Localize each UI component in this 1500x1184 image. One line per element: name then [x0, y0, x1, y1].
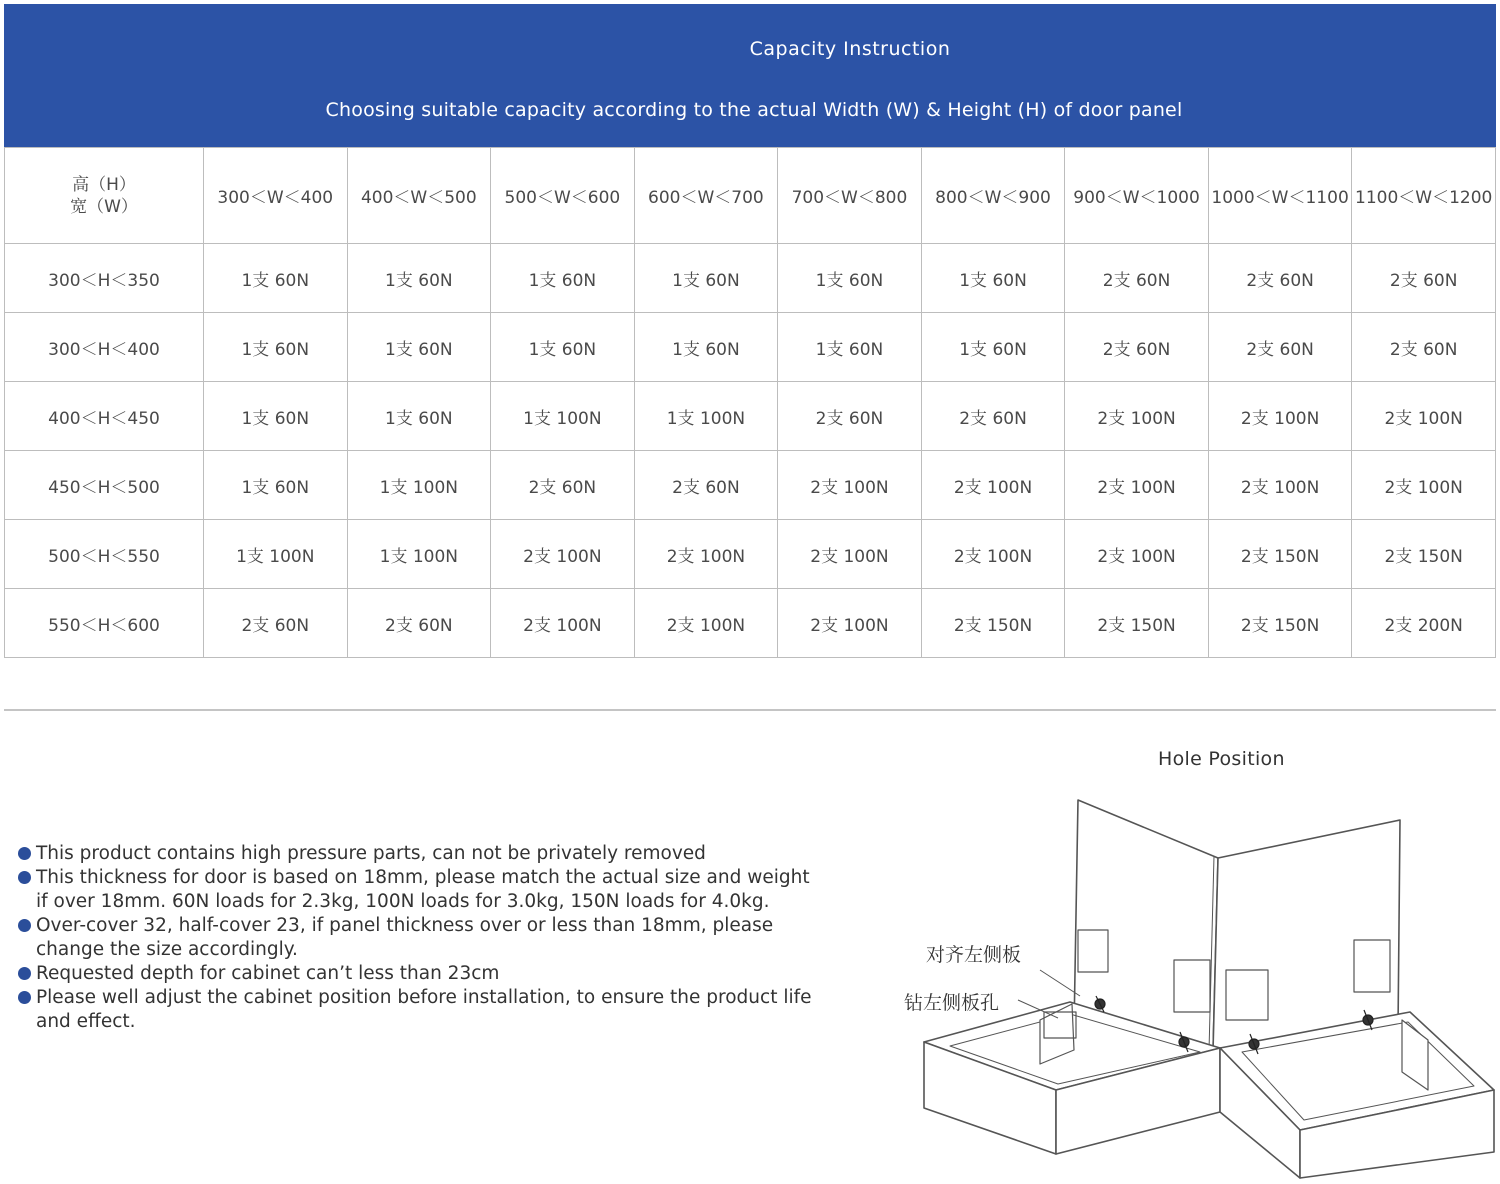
table-cell: 1支 100N — [634, 382, 778, 451]
table-cell: 2支 100N — [491, 520, 635, 589]
label-drill-left-panel: 钻左侧板孔 — [904, 992, 1000, 1014]
table-cell: 2支 150N — [921, 589, 1065, 658]
column-header: 1000＜W＜1100 — [1208, 148, 1352, 244]
column-header: 1100＜W＜1200 — [1352, 148, 1496, 244]
table-cell: 1支 100N — [347, 520, 491, 589]
column-header: 600＜W＜700 — [634, 148, 778, 244]
table-row — [5, 451, 1496, 520]
table-row — [5, 382, 1496, 451]
note-text: Please well adjust the cabinet position before installation, to ensure the product life and effect. — [36, 987, 812, 1032]
table-cell: 1支 60N — [204, 451, 348, 520]
bullet-icon — [18, 967, 31, 980]
table-cell: 2支 60N — [491, 451, 635, 520]
table-cell: 2支 150N — [1065, 589, 1209, 658]
table-cell: 1支 60N — [921, 313, 1065, 382]
row-header: 500＜H＜550 — [5, 520, 204, 589]
table-header-row — [5, 148, 1496, 244]
table-cell: 1支 60N — [921, 244, 1065, 313]
table-cell: 2支 100N — [1065, 520, 1209, 589]
table-cell: 1支 100N — [204, 520, 348, 589]
table-cell: 2支 60N — [347, 589, 491, 658]
bullet-icon — [18, 919, 31, 932]
table-cell: 2支 150N — [1208, 520, 1352, 589]
table-cell: 1支 60N — [778, 244, 922, 313]
capacity-table — [4, 147, 1496, 658]
row-header: 300＜H＜350 — [5, 244, 204, 313]
table-cell: 2支 60N — [778, 382, 922, 451]
table-cell: 1支 60N — [204, 313, 348, 382]
table-cell: 2支 100N — [1208, 451, 1352, 520]
table-corner-cell — [5, 148, 204, 244]
column-header: 900＜W＜1000 — [1065, 148, 1209, 244]
column-header: 400＜W＜500 — [347, 148, 491, 244]
table-row — [5, 244, 1496, 313]
table-cell: 1支 60N — [347, 313, 491, 382]
note-text: Requested depth for cabinet can’t less than 23cm — [36, 963, 500, 984]
note-text: This product contains high pressure parts, can not be privately removed — [36, 843, 706, 864]
table-cell: 2支 150N — [1208, 589, 1352, 658]
table-cell: 2支 100N — [1352, 451, 1496, 520]
table-cell: 1支 60N — [204, 382, 348, 451]
table-cell: 2支 100N — [1208, 382, 1352, 451]
banner-title: Capacity Instruction — [749, 38, 951, 60]
table-cell: 1支 60N — [634, 244, 778, 313]
note-item — [16, 914, 816, 962]
table-cell: 2支 100N — [634, 589, 778, 658]
table-cell: 1支 60N — [491, 244, 635, 313]
note-item — [16, 962, 816, 986]
table-cell: 2支 200N — [1352, 589, 1496, 658]
hole-position-diagram — [890, 790, 1500, 1180]
column-header: 800＜W＜900 — [921, 148, 1065, 244]
table-cell: 2支 100N — [1065, 451, 1209, 520]
table-cell: 1支 60N — [491, 313, 635, 382]
column-header: 700＜W＜800 — [778, 148, 922, 244]
row-header: 450＜H＜500 — [5, 451, 204, 520]
bullet-icon — [18, 871, 31, 884]
table-cell: 1支 100N — [347, 451, 491, 520]
note-text: Over-cover 32, half-cover 23, if panel thickness over or less than 18mm, please change the size accordingly. — [36, 915, 774, 960]
banner-subtitle: Choosing suitable capacity according to the actual Width (W) & Height (H) of door panel — [325, 99, 1183, 121]
table-cell: 1支 100N — [491, 382, 635, 451]
table-cell: 1支 60N — [204, 244, 348, 313]
table-cell: 2支 60N — [1352, 313, 1496, 382]
table-cell: 1支 60N — [347, 382, 491, 451]
table-cell: 2支 100N — [1352, 382, 1496, 451]
note-text: This thickness for door is based on 18mm, please match the actual size and weight if over 18mm. 60N loads for 2.3kg, 100N loads for 3.0kg, 150N loads for 4.0kg. — [36, 867, 810, 912]
table-row — [5, 589, 1496, 658]
notes-list — [16, 842, 816, 1034]
table-cell: 1支 60N — [778, 313, 922, 382]
column-header: 500＜W＜600 — [491, 148, 635, 244]
header-banner — [4, 4, 1496, 147]
bullet-icon — [18, 991, 31, 1004]
table-row — [5, 313, 1496, 382]
row-header: 550＜H＜600 — [5, 589, 204, 658]
table-cell: 2支 150N — [1352, 520, 1496, 589]
label-align-left-panel: 对齐左侧板 — [926, 944, 1022, 966]
cabinet-illustration — [890, 790, 1500, 1180]
table-cell: 2支 100N — [491, 589, 635, 658]
table-cell: 2支 60N — [634, 451, 778, 520]
corner-height-label: 高（H） — [72, 174, 136, 195]
table-cell: 2支 100N — [778, 589, 922, 658]
table-cell: 2支 100N — [921, 520, 1065, 589]
table-row — [5, 520, 1496, 589]
table-cell: 2支 60N — [1065, 313, 1209, 382]
note-item — [16, 986, 816, 1034]
row-header: 300＜H＜400 — [5, 313, 204, 382]
table-cell: 2支 100N — [1065, 382, 1209, 451]
note-item — [16, 842, 816, 866]
table-cell: 2支 60N — [1208, 313, 1352, 382]
table-cell: 2支 100N — [634, 520, 778, 589]
table-cell: 2支 100N — [778, 520, 922, 589]
table-cell: 2支 60N — [921, 382, 1065, 451]
table-cell: 2支 60N — [1352, 244, 1496, 313]
column-header: 300＜W＜400 — [204, 148, 348, 244]
section-divider — [4, 709, 1496, 711]
hole-position-title: Hole Position — [1158, 748, 1285, 770]
table-cell: 2支 100N — [778, 451, 922, 520]
row-header: 400＜H＜450 — [5, 382, 204, 451]
corner-width-label: 宽（W） — [70, 196, 138, 217]
table-cell: 1支 60N — [634, 313, 778, 382]
table-cell: 1支 60N — [347, 244, 491, 313]
table-cell: 2支 60N — [1065, 244, 1209, 313]
table-cell: 2支 100N — [921, 451, 1065, 520]
table-cell: 2支 60N — [204, 589, 348, 658]
note-item — [16, 866, 816, 914]
table-cell: 2支 60N — [1208, 244, 1352, 313]
bullet-icon — [18, 847, 31, 860]
